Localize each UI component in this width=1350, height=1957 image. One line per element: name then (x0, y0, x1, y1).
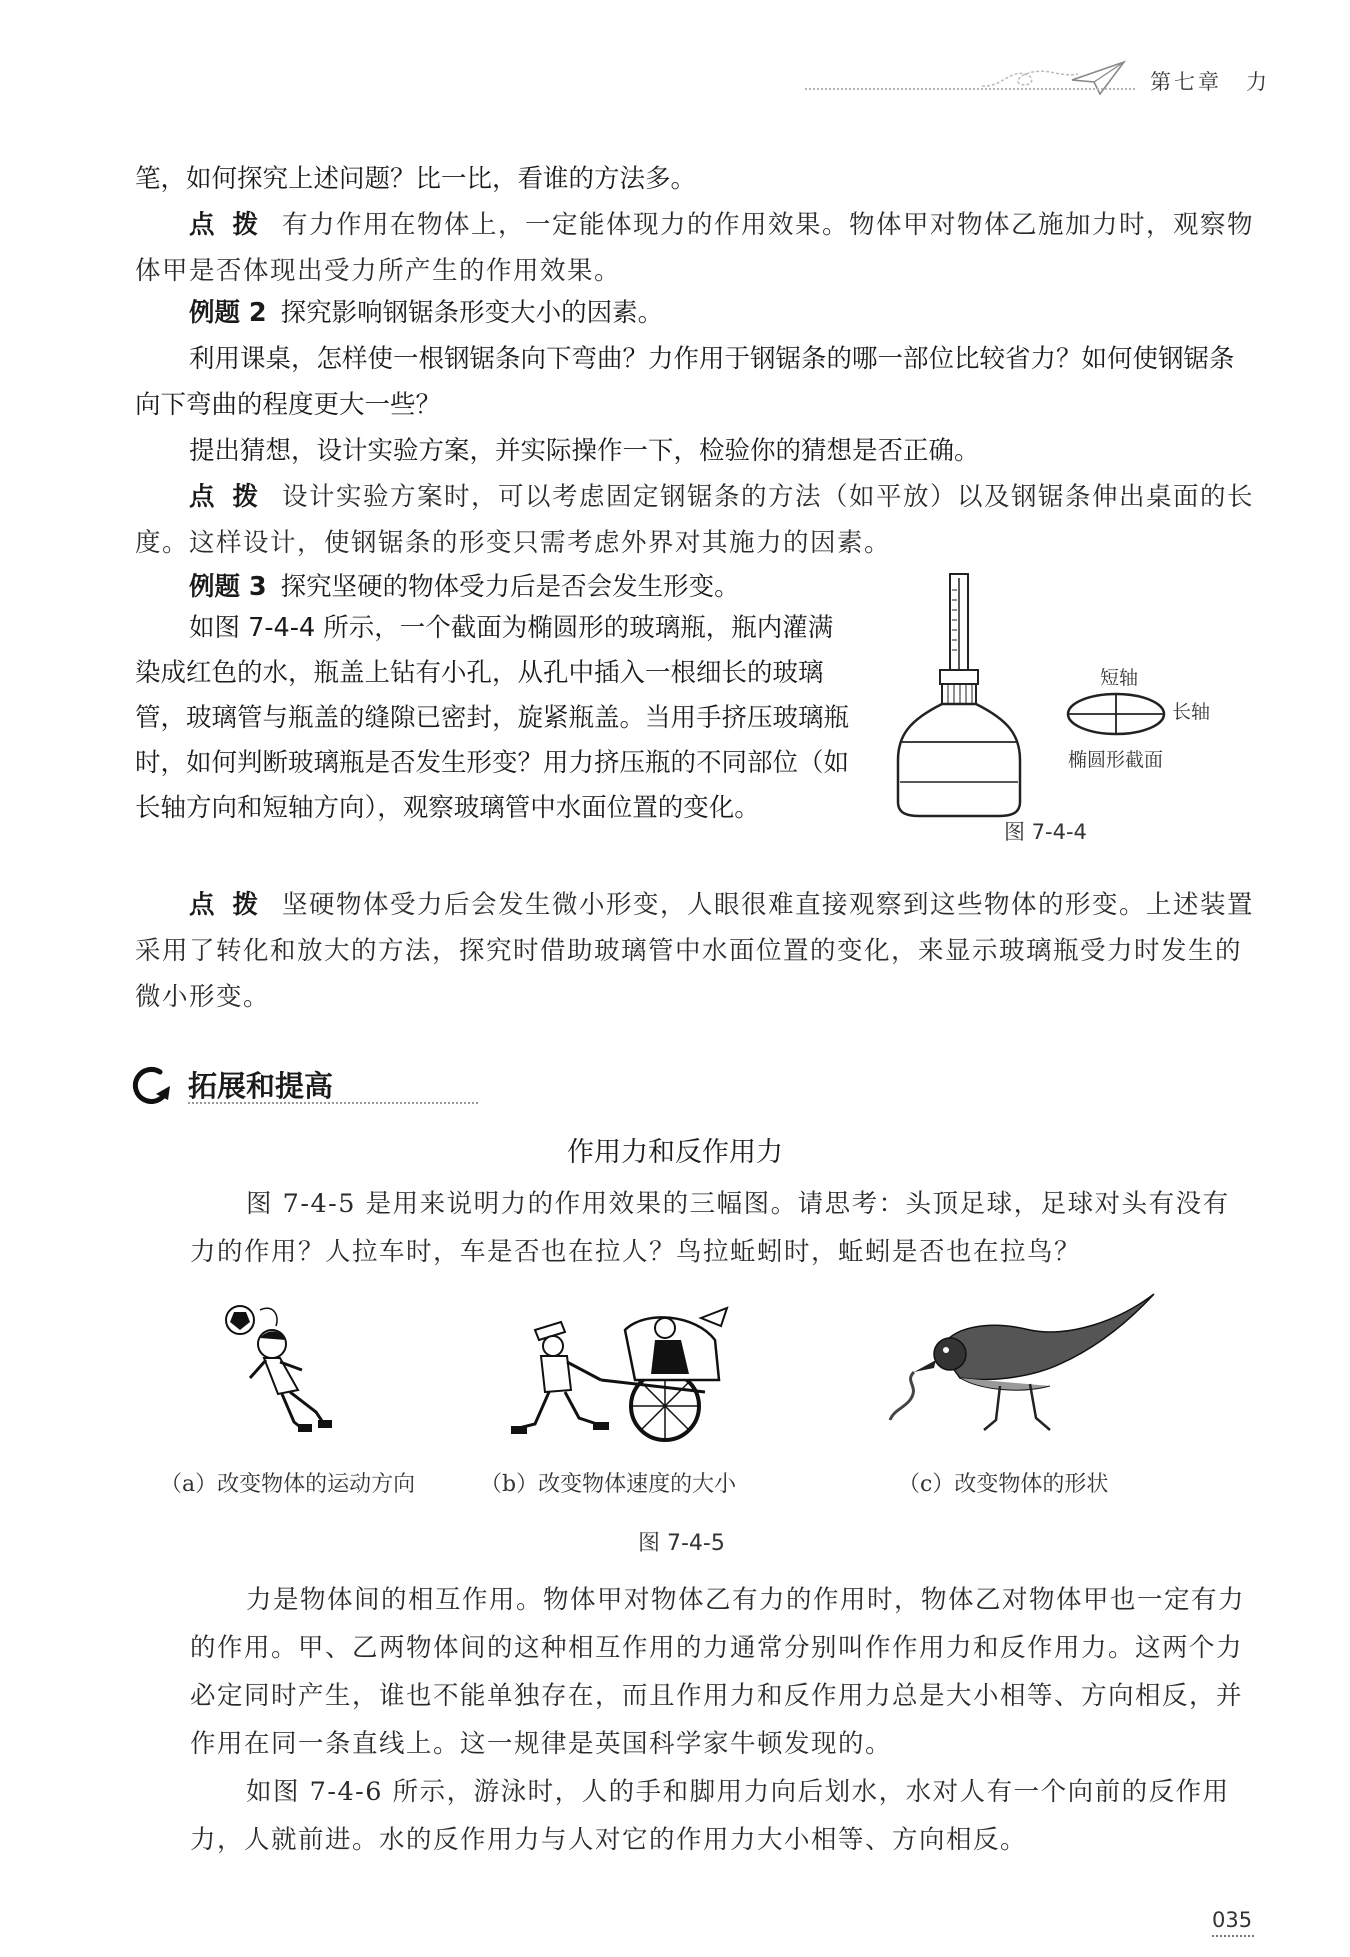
hint-paragraph-3 (135, 882, 1255, 1020)
hint-tag: 点拨 (189, 210, 277, 240)
figure-caption: 图 7-4-4 (1004, 820, 1087, 844)
rickshaw-illustration (505, 1300, 735, 1450)
circular-arrow-icon (130, 1064, 174, 1104)
hint-text: 有力作用在物体上，一定能体现力的作用效果。物体甲对物体乙施加力时，观察物体甲是否体现出受力所产生的作用效果。 (135, 210, 1255, 286)
example-2-paragraph-2: 提出猜想，设计实验方案，并实际操作一下，检验你的猜想是否正确。 (189, 436, 980, 466)
heading-soccer-ball-illustration (220, 1300, 360, 1440)
reading-title: 作用力和反作用力 (567, 1137, 783, 1168)
long-axis-label: 长轴 (1172, 701, 1211, 723)
glass-bottle-illustration (890, 570, 1030, 820)
example-tag: 例题 2 (189, 298, 267, 328)
example-title: 探究坚硬的物体受力后是否会发生形变。 (280, 572, 740, 602)
caption-c: （c）改变物体的形状 (898, 1472, 1109, 1497)
hint-tag: 点拨 (189, 482, 277, 512)
example-3-heading (135, 564, 1255, 610)
hint-paragraph-2 (135, 474, 1255, 566)
figure-caption: 图 7-4-5 (638, 1531, 725, 1556)
reading-paragraph-3: 如图 7-4-6 所示，游泳时，人的手和脚用力向后划水，水对人有一个向前的反作用力，人就前进。水的反作用力与人对它的作用力大小相等、方向相反。 (190, 1777, 1230, 1855)
paper-plane-icon (1070, 58, 1126, 98)
example-2-heading (135, 290, 1255, 336)
reading-paragraph-2: 力是物体间的相互作用。物体甲对物体乙有力的作用时，物体乙对物体甲也一定有力的作用。甲、乙两物体间的这种相互作用的力通常分别叫作作用力和反作用力。这两个力必定同时产生，谁也不能单独存在，而且作用力和反作用力总是大小相等、方向相反，并作用在同一条直线上。这一规律是英国科学家牛顿发现的。 (190, 1585, 1246, 1759)
hint-text: 设计实验方案时，可以考虑固定钢锯条的方法（如平放）以及钢锯条伸出桌面的长度。这样设计，使钢锯条的形变只需考虑外界对其施力的因素。 (135, 482, 1255, 558)
section-title: 拓展和提高 (188, 1069, 334, 1103)
hint-tag: 点拨 (189, 890, 277, 920)
caption-b: （b）改变物体速度的大小 (480, 1472, 737, 1497)
chapter-header: 第七章 力 (1150, 70, 1270, 94)
hint-paragraph-1 (135, 202, 1255, 294)
reading-paragraph-1: 图 7-4-5 是用来说明力的作用效果的三幅图。请思考：头顶足球，足球对头有没有力的作用？人拉车时，车是否也在拉人？鸟拉蚯蚓时，蚯蚓是否也在拉鸟？ (190, 1189, 1230, 1267)
example-3-paragraph: 如图 7-4-4 所示，一个截面为椭圆形的玻璃瓶，瓶内灌满染成红色的水，瓶盖上钻有小孔，从孔中插入一根细长的玻璃管，玻璃管与瓶盖的缝隙已密封，旋紧瓶盖。当用手挤压玻璃瓶时，如何判断玻璃瓶是否发生形变？用力挤压瓶的不同部位（如长轴方向和短轴方向），观察玻璃管中水面位置的变化。 (135, 613, 850, 823)
example-tag: 例题 3 (189, 572, 267, 602)
header-dotted-line (805, 88, 1135, 90)
example-title: 探究影响钢锯条形变大小的因素。 (280, 298, 664, 328)
paragraph-continuation: 笔，如何探究上述问题？比一比，看谁的方法多。 (135, 164, 697, 194)
elliptical-cross-section (1064, 686, 1174, 742)
page-number-underline (1212, 1935, 1254, 1937)
example-2-paragraph-1: 利用课桌，怎样使一根钢锯条向下弯曲？力作用于钢锯条的哪一部位比较省力？如何使钢锯条向下弯曲的程度更大一些？ (135, 344, 1235, 420)
hint-text: 坚硬物体受力后会发生微小形变，人眼很难直接观察到这些物体的形变。上述装置采用了转化和放大的方法，探究时借助玻璃管中水面位置的变化，来显示玻璃瓶受力时发生的微小形变。 (135, 890, 1255, 1012)
bird-pulling-worm-illustration (880, 1290, 1160, 1440)
cross-section-label: 椭圆形截面 (1068, 749, 1164, 771)
section-underline (188, 1102, 478, 1104)
short-axis-label: 短轴 (1100, 667, 1139, 689)
page-number: 035 (1212, 1908, 1253, 1932)
caption-a: （a）改变物体的运动方向 (160, 1472, 416, 1497)
